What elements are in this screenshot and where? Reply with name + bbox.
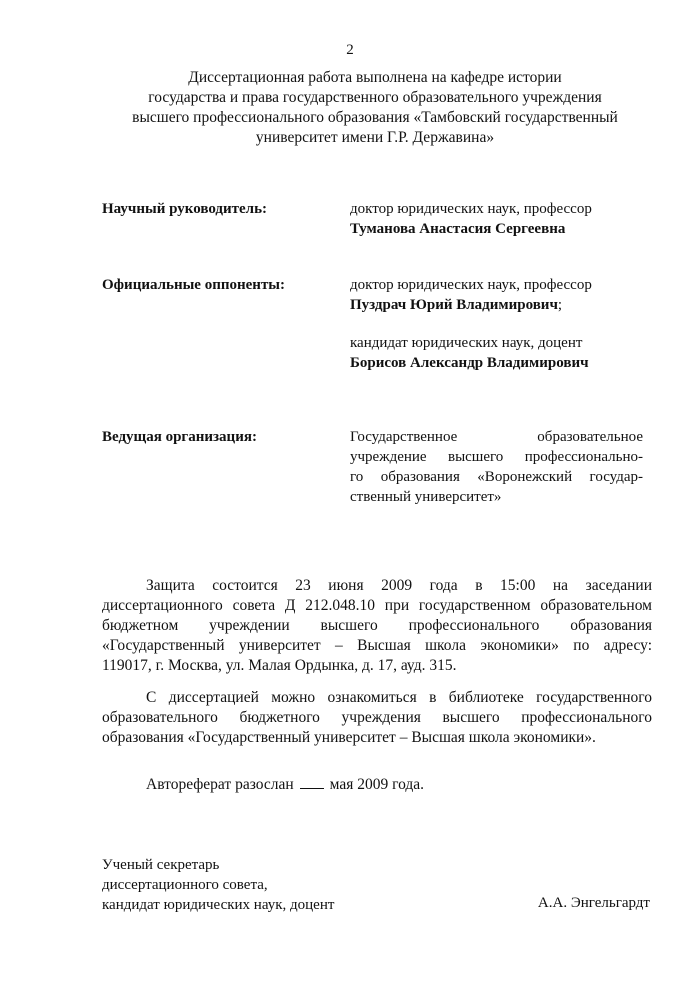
opponents-label: Официальные оппоненты: <box>102 277 286 293</box>
lead-org-text <box>350 427 643 507</box>
opponent-1-title: доктор юридических наук, профессор <box>350 277 592 293</box>
opponent-1-name: Пуздрач Юрий Владимирович <box>350 297 558 313</box>
lead-org-label: Ведущая организация: <box>102 429 257 445</box>
advisor-name: Туманова Анастасия Сергеевна <box>350 221 566 237</box>
defense-line: бюджетном учреждении высшего профессионального образования <box>102 617 652 634</box>
advisor-title: доктор юридических наук, профессор <box>350 201 592 217</box>
opponent-2-name: Борисов Александр Владимирович <box>350 355 589 371</box>
secretary-block <box>102 855 334 915</box>
intro-line: Диссертационная работа выполнена на кафедре истории <box>188 69 562 86</box>
defense-paragraph <box>102 576 652 676</box>
date-blank <box>300 776 324 789</box>
opponent-2-title: кандидат юридических наук, доцент <box>350 335 583 351</box>
lead-org-line: го образования «Воронежский государ- <box>350 469 643 485</box>
mailing-text: Автореферат разослан <box>146 776 294 793</box>
library-line: образования «Государственный университет – Высшая школа экономики». <box>102 729 596 746</box>
library-line: С диссертацией можно ознакомиться в библиотеке государственного <box>146 689 652 706</box>
lead-org-line: ственный университет» <box>350 489 502 505</box>
library-line: образовательного бюджетного учреждения высшего профессионального <box>102 709 652 726</box>
opponent-1-info <box>350 275 592 315</box>
secretary-name: А.А. Энгельгардт <box>537 895 650 911</box>
opponent-1-suffix: ; <box>557 297 563 313</box>
secretary-line: диссертационного совета, <box>102 877 268 893</box>
intro-line: высшего профессионального образования «Тамбовский государственный <box>132 109 618 126</box>
secretary-line: кандидат юридических наук, доцент <box>102 897 335 913</box>
lead-org-line: учреждение высшего профессионально- <box>350 449 643 465</box>
advisor-label: Научный руководитель: <box>102 201 267 217</box>
advisor-info <box>350 199 592 239</box>
secretary-line: Ученый секретарь <box>102 857 220 873</box>
defense-line: 119017, г. Москва, ул. Малая Ордынка, д. 17, ауд. 315. <box>102 657 457 674</box>
mailing-date-text: мая 2009 года. <box>329 776 425 793</box>
page-number: 2 <box>346 42 354 58</box>
lead-org-line: Государственное образовательное <box>350 429 643 445</box>
defense-line: диссертационного совета Д 212.048.10 при государственном образовательном <box>102 597 652 614</box>
intro-line: государства и права государственного образовательного учреждения <box>148 89 602 106</box>
intro-line: университет имени Г.Р. Державина» <box>255 129 495 146</box>
mailing-paragraph <box>102 775 652 795</box>
opponent-2-info <box>350 333 589 373</box>
defense-line: «Государственный университет – Высшая школа экономики» по адресу: <box>102 637 652 654</box>
library-paragraph <box>102 688 652 748</box>
intro-paragraph <box>100 68 650 148</box>
defense-line: Защита состоится 23 июня 2009 года в 15:00 на заседании <box>146 577 652 594</box>
